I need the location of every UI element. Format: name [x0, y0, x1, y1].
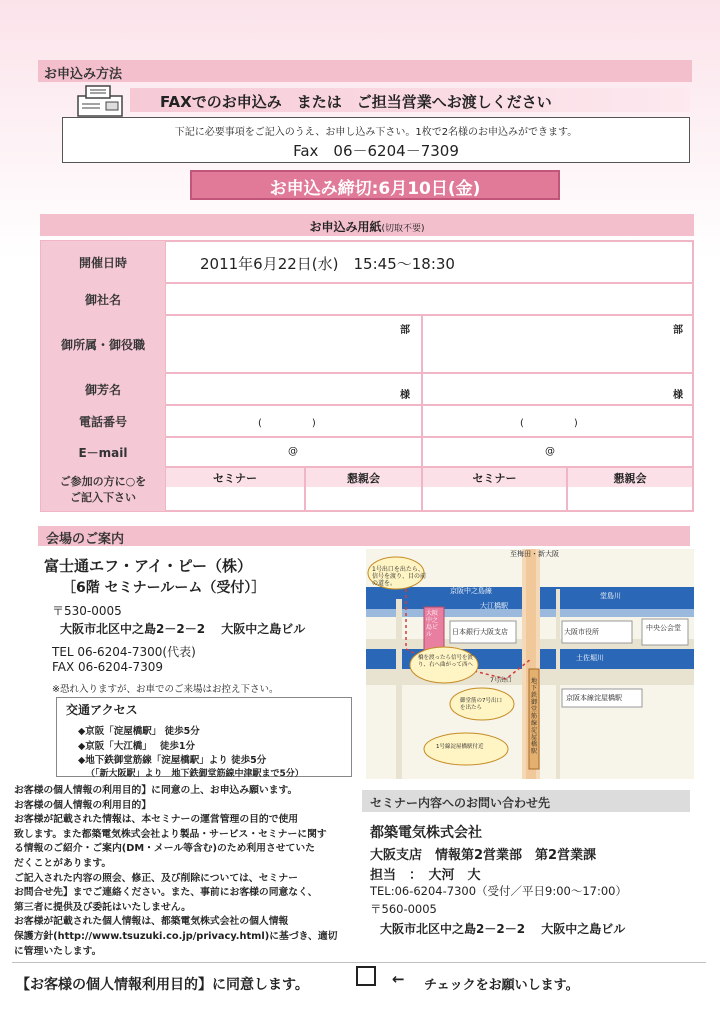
phone-parens-2: ( )	[520, 418, 578, 429]
form-title-text: お申込み用紙	[309, 220, 382, 234]
map-label-dojima-river: 堂島川	[600, 592, 621, 600]
privacy-line: る情報のご紹介・ご案内(DM・メール等含む)のため利用させていた	[14, 843, 315, 855]
venue-note: ※恐れ入りますが、お車でのご来場はお控え下さい。	[52, 684, 279, 695]
privacy-line: ご記入された内容の照会、修正、及び削除については、セミナー	[14, 872, 298, 884]
venue-postal: 〒530-0005	[52, 604, 122, 618]
label-event-date: 開催日時	[41, 241, 165, 283]
venue-company: 富士通エフ・アイ・ピー（株）	[44, 557, 253, 575]
contact-address: 大阪市北区中之島2－2－2 大阪中之島ビル	[380, 922, 626, 936]
seminar-label-1: セミナー	[213, 472, 257, 485]
access-line-2: ◆京阪「大江橋」 徒歩1分	[78, 741, 195, 752]
privacy-text-block	[14, 784, 354, 959]
map-label-building: 大阪中之島ビル	[426, 610, 439, 638]
consent-request: チェックをお願いします。	[424, 978, 579, 993]
arrow-left-icon: ←	[392, 970, 405, 988]
map-callout-1: 1号出口を出たら、信号を渡り、目の前の道を。	[372, 566, 427, 587]
access-title: 交通アクセス	[66, 703, 138, 717]
map-label-exit7: 7号出口	[490, 677, 512, 684]
phone-parens-1: ( )	[258, 418, 316, 429]
privacy-line: お客様が記載された情報は、本セミナーの運営管理の目的で使用	[14, 814, 299, 826]
label-company: 御社名	[41, 283, 165, 315]
map-label-oe-station: 大江橋駅	[480, 602, 508, 610]
venue-room: ［6階 セミナールーム（受付）］	[62, 580, 266, 596]
label-attendance: ご参加の方に○を ご記入下さい	[41, 467, 165, 511]
privacy-line: 致します。また都築電気株式会社より製品・サービス・セミナーに関す	[14, 828, 327, 840]
form-title	[40, 218, 694, 235]
contact-dept: 大阪支店 情報第2営業部 第2営業課	[370, 848, 597, 863]
deadline-text: お申込み締切:6月10日(金)	[269, 179, 481, 199]
section-header-application	[38, 60, 692, 82]
map-label-boj: 日本銀行大阪支店	[452, 628, 508, 636]
party-label-2: 懇親会	[613, 472, 647, 485]
instruction-text: 下記に必要事項をご記入のうえ、お申し込み下さい。1枚で2名様のお申込みができます。	[174, 127, 578, 138]
name-suffix-2: 様	[673, 390, 683, 401]
label-phone: 電話番号	[41, 405, 165, 437]
contact-person: 担当 ： 大河 大	[370, 868, 481, 883]
section-title-venue: 会場のご案内	[46, 532, 125, 547]
party-label-1: 懇親会	[347, 472, 380, 485]
name-field-1[interactable]	[165, 373, 422, 405]
map-label-tosabori-river: 土佐堀川	[576, 654, 604, 662]
company-field[interactable]	[165, 283, 693, 315]
map-label-hall: 中央公会堂	[646, 624, 681, 632]
department-field-1[interactable]	[165, 315, 422, 373]
consent-checkbox[interactable]	[356, 966, 376, 986]
privacy-line: 保護方針(http://www.tsuzuki.co.jp/privacy.html)に基づき、適切	[14, 930, 338, 942]
email-at-1: @	[288, 446, 298, 457]
email-field-2[interactable]	[422, 437, 693, 467]
venue-tel: TEL 06-6204-7300(代表)	[52, 645, 196, 659]
contact-company: 都築電気株式会社	[370, 825, 482, 841]
form-title-note: (切取不要)	[381, 224, 425, 234]
department-field-2[interactable]	[422, 315, 693, 373]
privacy-line: お問合せ先】までご連絡ください。また、事前にお客様の同意なく、	[14, 887, 318, 899]
name-suffix-1: 様	[400, 390, 410, 401]
map-callout-3: 御堂筋の7号出口を出たら	[460, 698, 502, 711]
access-line-1: ◆京阪「淀屋橋駅」 徒歩5分	[78, 726, 200, 737]
access-line-4: （「新大阪駅」より 地下鉄御堂筋線中津駅まで5分）	[86, 769, 304, 779]
privacy-line: お客様が記載された個人情報は、都築電気株式会社の個人情報	[14, 916, 289, 928]
seminar-label-2: セミナー	[472, 472, 517, 485]
email-at-2: @	[545, 446, 555, 457]
map-callout-4: 1号線淀屋橋駅付近	[436, 744, 484, 750]
privacy-line: だくことがあります。	[14, 857, 112, 869]
label-email: E－mail	[41, 437, 165, 467]
map-label-city-hall: 大阪市役所	[564, 628, 599, 636]
privacy-line: 第三者に提供及び委託はいたしません。	[14, 901, 191, 913]
dept-suffix-1: 部	[400, 325, 410, 336]
section-title-contact: セミナー内容へのお問い合わせ先	[370, 796, 551, 810]
privacy-line: お客様の個人情報の利用目的】	[14, 799, 152, 811]
map-label-subway: 地下鉄御堂筋線淀屋橋駅	[531, 678, 538, 755]
privacy-line: に管理いたします。	[14, 945, 102, 957]
section-title-application: お申込み方法	[44, 67, 123, 82]
label-department: 御所属・御役職	[41, 315, 165, 373]
contact-tel: TEL:06-6204-7300（受付／平日9:00～17:00）	[370, 884, 628, 898]
map-label-yodoyabashi: 京阪本線淀屋橋駅	[566, 694, 622, 702]
section-header-venue	[38, 526, 690, 546]
application-headline: FAXでのお申込み または ご担当営業へお渡しください	[160, 93, 552, 111]
venue-fax: FAX 06-6204-7309	[52, 660, 164, 674]
privacy-line: お客様の個人情報の利用目的】に同意の上、お申込み願います。	[14, 785, 298, 796]
fax-number: Fax 06－6204－7309	[293, 142, 459, 160]
fax-machine-icon	[70, 82, 130, 122]
contact-postal: 〒560-0005	[370, 902, 437, 916]
map-label-street: 京阪中之島線	[450, 587, 492, 595]
map-label-umeda: 至梅田・新大阪	[510, 550, 559, 558]
venue-address: 大阪市北区中之島2－2－2 大阪中之島ビル	[60, 622, 306, 636]
event-date-value: 2011年6月22日(水) 15:45～18:30	[200, 255, 455, 273]
dept-suffix-2: 部	[673, 325, 683, 336]
map-callout-2: 橋を渡ったら信号を渡り、右へ曲がって西へ	[418, 655, 474, 668]
consent-text: 【お客様の個人情報利用目的】に同意します。	[16, 977, 309, 993]
label-name: 御芳名	[41, 373, 165, 405]
access-line-3: ◆地下鉄御堂筋線「淀屋橋駅」より 徒歩5分	[78, 755, 267, 766]
name-field-2[interactable]	[422, 373, 693, 405]
